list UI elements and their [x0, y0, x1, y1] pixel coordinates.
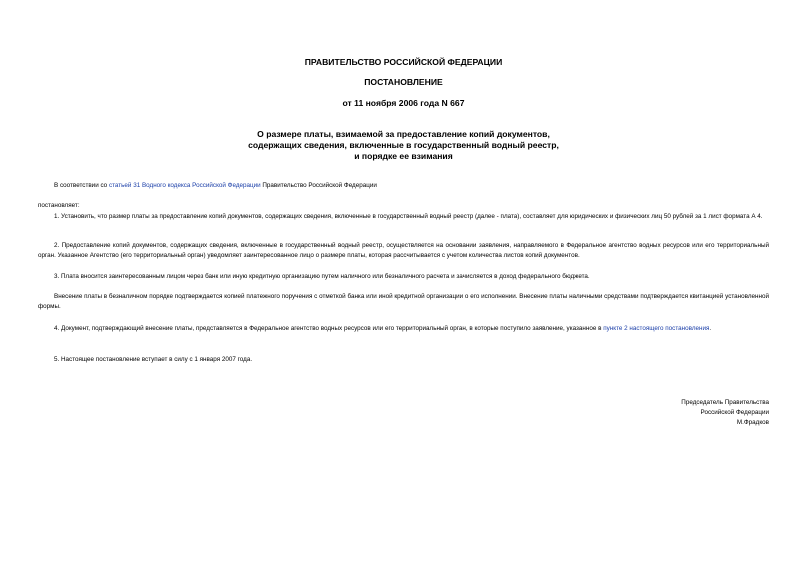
title-line-1: О размере платы, взимаемой за предоставление копий документов,	[257, 129, 550, 139]
document-date-number: от 11 ноября 2006 года N 667	[342, 98, 465, 108]
signature-block	[549, 398, 769, 428]
paragraph-5	[38, 355, 769, 365]
paragraph-2-text: 2. Предоставление копий документов, содержащих сведения, включенные в государственный водный реестр, осуществляется на основании заявления, направляемого в Федеральное агентство водных ресурсов или его территориальный орган. Указанное Агентство (его территориальный орган) уведомляет заинтересованное лицо о размере платы, которая рассчитывается с учетом количества листов копий документов.	[38, 242, 769, 259]
paragraph-3b	[38, 292, 769, 311]
paragraph-4-text	[38, 324, 769, 334]
preamble-text-after: Правительство Российской Федерации	[260, 182, 377, 189]
resolves-label: постановляет:	[38, 202, 80, 209]
government-heading: ПРАВИТЕЛЬСТВО РОССИЙСКОЙ ФЕДЕРАЦИИ	[304, 57, 503, 67]
title-line-3: и порядке ее взимания	[354, 151, 453, 161]
paragraph-4	[38, 324, 769, 334]
paragraph-4-text-after: .	[709, 325, 712, 332]
preamble	[38, 181, 769, 191]
paragraph-5-text: 5. Настоящее постановление вступает в силу с 1 января 2007 года.	[54, 356, 253, 363]
paragraph-3-text: 3. Плата вносится заинтересованным лицом через банк или иную кредитную организацию путем наличного или безналичного расчета и зачисляется в доход федерального бюджета.	[54, 273, 590, 280]
preamble-paragraph	[38, 181, 769, 191]
document-type-heading: ПОСТАНОВЛЕНИЕ	[364, 77, 443, 87]
paragraph-3	[38, 272, 769, 282]
item-2-link[interactable]: пункте 2 настоящего постановления	[603, 325, 710, 332]
signature-position: Председатель Правительства	[681, 399, 769, 406]
signature-country: Российской Федерации	[700, 409, 769, 416]
signature-name: М.Фрадков	[736, 419, 769, 426]
title-line-2: содержащих сведения, включенные в государственный водный реестр,	[248, 140, 559, 150]
paragraph-1	[38, 212, 769, 222]
preamble-text-before: В соответствии со	[54, 182, 109, 189]
paragraph-4-text-before: 4. Документ, подтверждающий внесение платы, представляется в Федеральное агентство водных ресурсов или его территориальный орган, в которые поступило заявление, указанное в	[54, 325, 604, 332]
paragraph-2	[38, 241, 769, 260]
paragraph-3b-text: Внесение платы в безналичном порядке подтверждается копией платежного поручения с отметкой банка или иной кредитной организации о его исполнении. Внесение платы наличными средствами подтверждается квитанцией установленной формы.	[38, 293, 769, 310]
paragraph-1-text: 1. Установить, что размер платы за предоставление копий документов, содержащих сведения, включенные в государственный водный реестр (далее - плата), составляет для юридических и физических лиц 50 рублей за 1 лист формата А 4.	[54, 213, 763, 220]
resolves-label-block	[38, 201, 769, 211]
water-code-article-link[interactable]: статьей 31 Водного кодекса Российской Федерации	[108, 182, 261, 189]
document-title	[0, 129, 807, 162]
